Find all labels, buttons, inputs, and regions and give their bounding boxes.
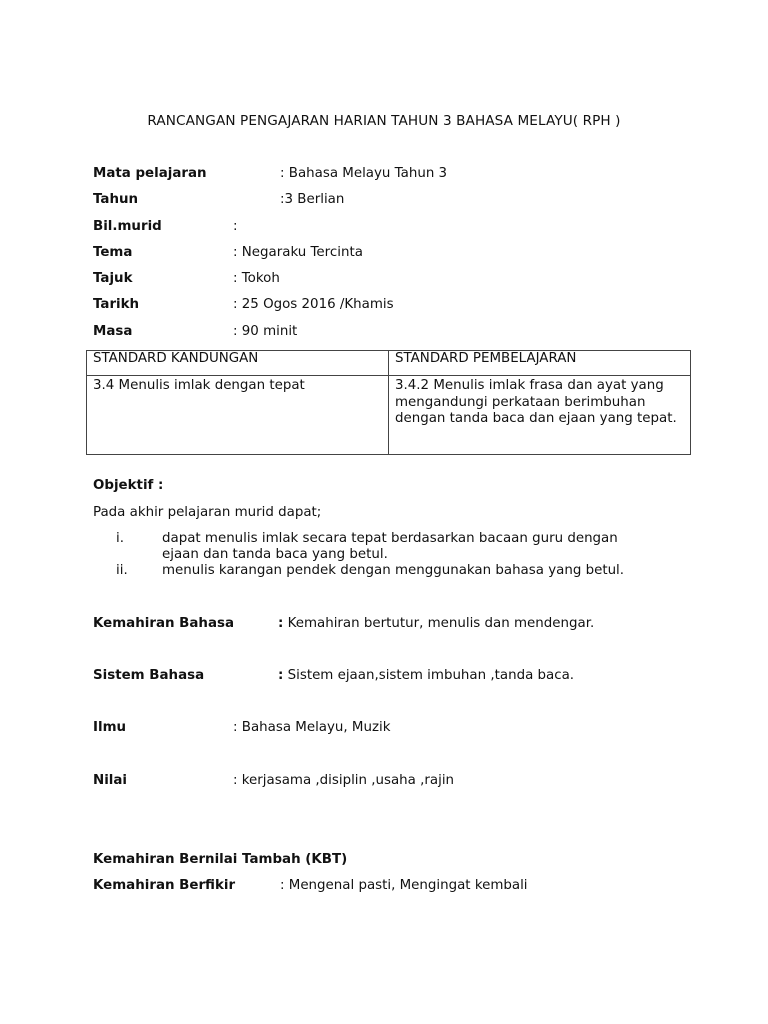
field-value-tajuk: : Tokoh bbox=[233, 271, 280, 286]
detail-value-nilai: : kerjasama ,disiplin ,usaha ,rajin bbox=[233, 773, 455, 788]
kbt-heading: Kemahiran Bernilai Tambah (KBT) bbox=[93, 852, 348, 867]
field-value-bil-murid: : bbox=[233, 219, 238, 234]
field-label-bil-murid: Bil.murid bbox=[93, 219, 162, 234]
table-cell: 3.4.2 Menulis imlak frasa dan ayat yang mengandungi perkataan berimbuhan dengan tanda baca dan ejaan yang tepat. bbox=[389, 376, 691, 455]
detail-colon: : bbox=[278, 668, 284, 683]
table-cell: 3.4 Menulis imlak dengan tepat bbox=[87, 376, 389, 455]
kbt-label: Kemahiran Berfikir bbox=[93, 878, 236, 893]
objectives-heading: Objektif : bbox=[93, 478, 164, 493]
detail-label-sistem-bahasa: Sistem Bahasa bbox=[93, 668, 205, 683]
field-label-masa: Masa bbox=[93, 324, 133, 339]
objective-text-line: menulis karangan pendek dengan menggunakan bahasa yang betul. bbox=[162, 563, 625, 578]
field-value-tema: : Negaraku Tercinta bbox=[233, 245, 363, 260]
field-label-tema: Tema bbox=[93, 245, 133, 260]
field-label-mata-pelajaran: Mata pelajaran bbox=[93, 166, 207, 181]
table-header-cell: STANDARD PEMBELAJARAN bbox=[389, 351, 691, 376]
detail-text: Sistem ejaan,sistem imbuhan ,tanda baca. bbox=[283, 668, 575, 683]
objective-text-line: ejaan dan tanda baca yang betul. bbox=[162, 547, 388, 562]
field-value-tahun: :3 Berlian bbox=[280, 192, 345, 207]
field-label-tarikh: Tarikh bbox=[93, 297, 140, 312]
field-value-masa: : 90 minit bbox=[233, 324, 298, 339]
detail-label-ilmu: Ilmu bbox=[93, 720, 127, 735]
detail-text: Kemahiran bertutur, menulis dan mendengar. bbox=[283, 616, 595, 631]
table-header-row bbox=[87, 351, 691, 376]
detail-label-nilai: Nilai bbox=[93, 773, 128, 788]
objective-text-line: dapat menulis imlak secara tepat berdasarkan bacaan guru dengan bbox=[162, 531, 618, 546]
document-title: RANCANGAN PENGAJARAN HARIAN TAHUN 3 BAHASA MELAYU( RPH ) bbox=[147, 113, 621, 129]
standards-table bbox=[86, 350, 691, 455]
objective-number: i. bbox=[116, 531, 124, 546]
objectives-intro: Pada akhir pelajaran murid dapat; bbox=[93, 505, 322, 520]
detail-label-kemahiran-bahasa: Kemahiran Bahasa bbox=[93, 616, 234, 631]
field-value-tarikh: : 25 Ogos 2016 /Khamis bbox=[233, 297, 394, 312]
field-value-mata-pelajaran: : Bahasa Melayu Tahun 3 bbox=[280, 166, 448, 181]
objective-number: ii. bbox=[116, 563, 128, 578]
field-label-tahun: Tahun bbox=[93, 192, 139, 207]
table-header-cell: STANDARD KANDUNGAN bbox=[87, 351, 389, 376]
detail-value-ilmu: : Bahasa Melayu, Muzik bbox=[233, 720, 391, 735]
detail-value-kemahiran-bahasa bbox=[278, 616, 594, 631]
field-label-tajuk: Tajuk bbox=[93, 271, 133, 286]
kbt-value: : Mengenal pasti, Mengingat kembali bbox=[280, 878, 528, 893]
table-row bbox=[87, 376, 691, 455]
detail-value-sistem-bahasa bbox=[278, 668, 574, 683]
detail-colon: : bbox=[278, 616, 284, 631]
